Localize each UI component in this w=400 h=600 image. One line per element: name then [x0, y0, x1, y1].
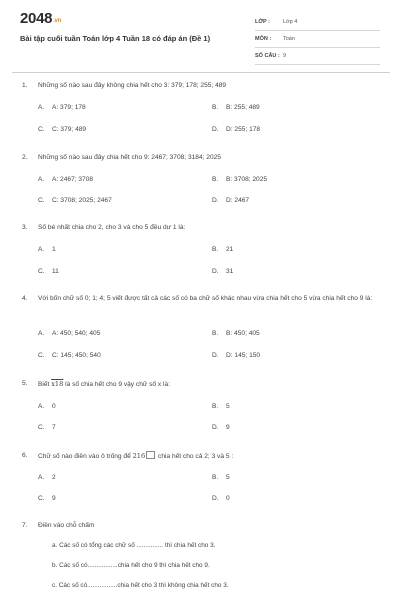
option-d[interactable] [212, 352, 260, 359]
option-a[interactable] [38, 176, 93, 183]
question-3 [22, 222, 382, 234]
option-text: 31 [226, 268, 234, 275]
option-label: B. [212, 176, 219, 183]
question-text: Số bé nhất chia cho 2, cho 3 và cho 5 đều dư 1 là: [38, 224, 186, 231]
meta-key: MÔN : [255, 36, 272, 42]
option-text: 9 [52, 495, 56, 502]
question-number: 4. [22, 295, 28, 302]
option-label: B. [212, 330, 219, 337]
question-1 [22, 80, 382, 92]
option-label: B. [212, 474, 219, 481]
option-label: C. [38, 268, 45, 275]
fill-item-c[interactable]: c. Các số có.................chia hết cho 3 thì không chia hết cho 3. [52, 582, 229, 589]
option-c[interactable] [38, 126, 86, 133]
option-c[interactable] [38, 352, 101, 359]
option-text: 5 [226, 474, 230, 481]
option-text: B: 450; 405 [226, 330, 260, 337]
option-label: C. [38, 197, 45, 204]
option-b[interactable] [212, 104, 260, 111]
option-d[interactable] [212, 495, 230, 502]
math-number: x18 [51, 380, 64, 388]
option-text: 1 [52, 246, 56, 253]
option-text: A: 379; 178 [52, 104, 86, 111]
logo-main-text: 2048 [20, 10, 53, 27]
option-label: D. [212, 268, 219, 275]
option-b[interactable] [212, 176, 267, 183]
question-5 [22, 378, 382, 391]
option-label: B. [212, 246, 219, 253]
option-label: A. [38, 104, 45, 111]
option-a[interactable] [38, 403, 56, 410]
question-number: 6. [22, 452, 28, 459]
question-7 [22, 520, 382, 532]
fill-item-b[interactable]: b. Các số có.................chia hết cho 9 thì chia hết cho 9. [52, 562, 210, 569]
option-label: D. [212, 352, 219, 359]
option-text: B: 255; 489 [226, 104, 260, 111]
option-label: A. [38, 246, 45, 253]
option-b[interactable] [212, 246, 233, 253]
option-label: D. [212, 197, 219, 204]
option-text: A: 450; 540; 405 [52, 330, 101, 337]
option-d[interactable] [212, 424, 230, 431]
question-6 [22, 450, 382, 463]
option-label: C. [38, 424, 45, 431]
option-label: D. [212, 126, 219, 133]
meta-key: LỚP : [255, 19, 270, 25]
option-label: B. [212, 403, 219, 410]
option-c[interactable] [38, 495, 56, 502]
option-c[interactable] [38, 197, 112, 204]
option-label: A. [38, 474, 45, 481]
question-text-after: chia hết cho cả 2; 3 và 5 : [158, 453, 234, 460]
option-label: D. [212, 495, 219, 502]
logo-sub-text: .vn [53, 18, 61, 24]
question-text-before: Chữ số nào điền vào ô trống để [38, 453, 131, 460]
option-a[interactable] [38, 330, 100, 337]
option-a[interactable] [38, 474, 56, 481]
option-b[interactable] [212, 330, 260, 337]
option-text: 5 [226, 403, 230, 410]
question-text: Những số nào sau đây chia hết cho 9: 2467; 3708; 3184; 2025 [38, 154, 221, 161]
option-b[interactable] [212, 403, 230, 410]
option-label: C. [38, 352, 45, 359]
option-text: D: 2467 [226, 197, 250, 204]
question-text: Điền vào chỗ chấm [38, 522, 95, 529]
option-text: C: 145; 450; 540 [52, 352, 101, 359]
option-label: A. [38, 330, 45, 337]
option-b[interactable] [212, 474, 230, 481]
question-number: 2. [22, 154, 28, 161]
option-c[interactable] [38, 268, 59, 275]
question-text [38, 378, 382, 391]
option-d[interactable] [212, 126, 260, 133]
option-text: D: 145; 150 [226, 352, 261, 359]
option-c[interactable] [38, 424, 56, 431]
option-text: D: 255; 178 [226, 126, 261, 133]
question-number: 5. [22, 380, 28, 387]
question-4 [22, 293, 382, 305]
question-text: Với bốn chữ số 0; 1; 4; 5 viết được tất cả các số có ba chữ số khác nhau vừa chia hết cho 5 vừa chia hết cho 9 là: [38, 295, 373, 302]
option-text: 9 [226, 424, 230, 431]
question-2 [22, 152, 382, 164]
option-text: 0 [226, 495, 230, 502]
option-d[interactable] [212, 268, 233, 275]
question-number: 1. [22, 82, 28, 89]
blank-box[interactable] [146, 451, 155, 459]
option-text: C: 379; 489 [52, 126, 87, 133]
option-text: C: 3708; 2025; 2467 [52, 197, 112, 204]
option-text: A: 2467; 3708 [52, 176, 94, 183]
question-number: 3. [22, 224, 28, 231]
option-text: 11 [52, 268, 59, 275]
question-number: 7. [22, 522, 28, 529]
question-text-after: là số chia hết cho 9 vậy chữ số x là: [65, 381, 171, 388]
option-text: 2 [52, 474, 56, 481]
option-label: B. [212, 104, 219, 111]
meta-value: Lớp 4 [283, 19, 298, 25]
question-text [38, 450, 382, 463]
option-text: 7 [52, 424, 56, 431]
document-title: Bài tập cuối tuần Toán lớp 4 Tuần 18 có đáp án (Đề 1) [20, 34, 211, 43]
option-label: C. [38, 495, 45, 502]
option-d[interactable] [212, 197, 249, 204]
option-text: 21 [226, 246, 234, 253]
math-number: 216 [132, 452, 146, 460]
option-label: A. [38, 176, 45, 183]
option-a[interactable] [38, 104, 86, 111]
meta-key: SỐ CÂU : [255, 53, 280, 59]
meta-value: 9 [283, 53, 287, 59]
fill-item-a[interactable]: a. Các số có tổng các chữ số ............... thì chia hết cho 3. [52, 542, 216, 549]
option-label: A. [38, 403, 45, 410]
meta-value: Toán [283, 36, 295, 42]
option-label: C. [38, 126, 45, 133]
option-text: 0 [52, 403, 56, 410]
option-a[interactable] [38, 246, 56, 253]
question-text-before: Biết [38, 381, 50, 388]
question-text: Những số nào sau đây không chia hết cho 3: 379; 178; 255; 489 [38, 82, 227, 89]
option-text: B: 3708; 2025 [226, 176, 268, 183]
option-label: D. [212, 424, 219, 431]
